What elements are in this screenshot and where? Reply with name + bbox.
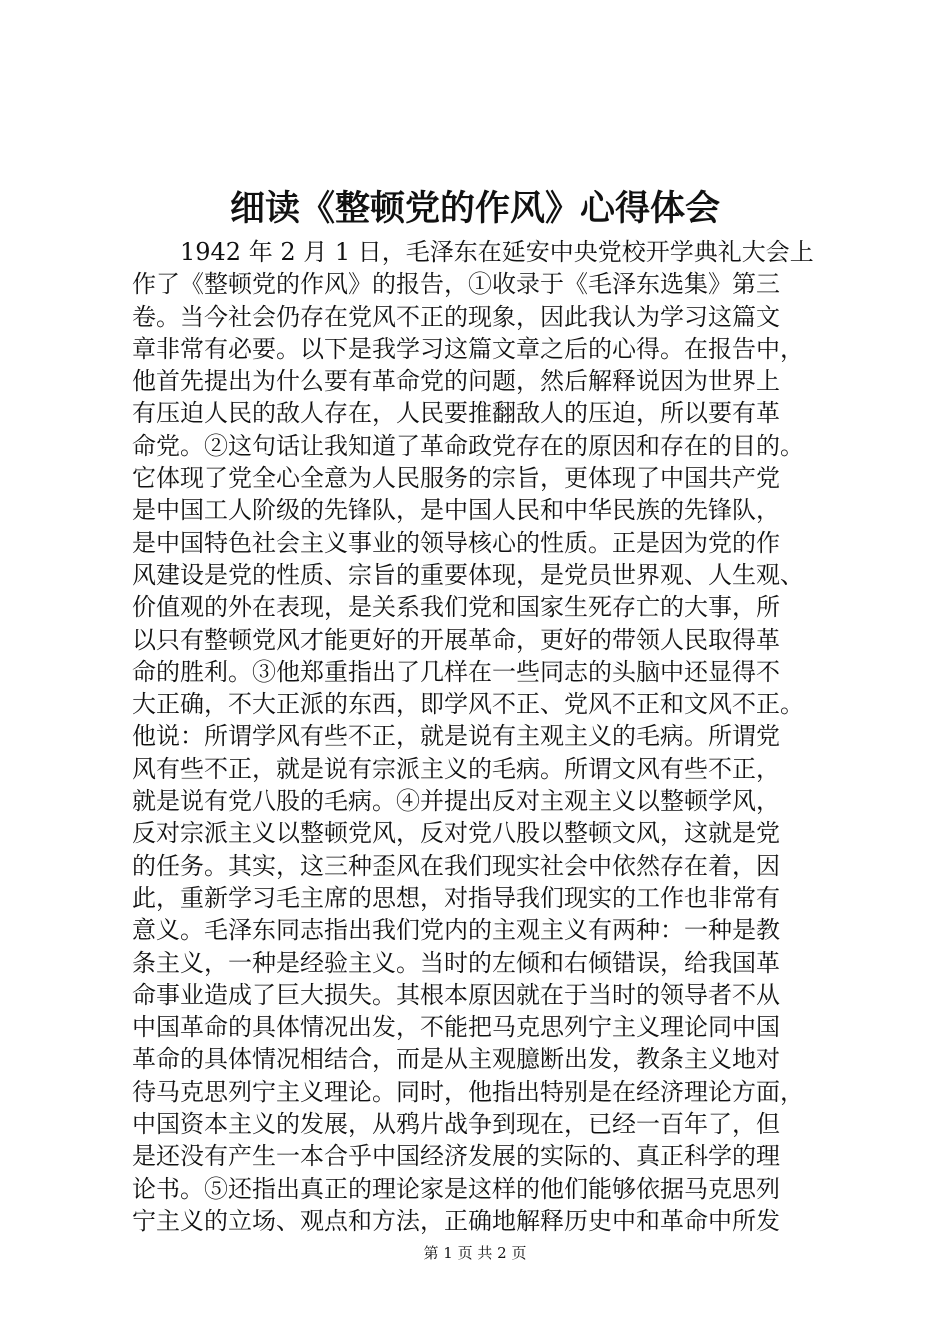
body-line: 价值观的外在表现，是关系我们党和国家生死存亡的大事，所	[132, 593, 780, 622]
body-line: 是中国工人阶级的先锋队，是中国人民和中华民族的先锋队，	[132, 496, 780, 525]
body-line: 他说：所谓学风有些不正，就是说有主观主义的毛病。所谓党	[132, 722, 780, 751]
body-line: 有压迫人民的敌人存在，人民要推翻敌人的压迫，所以要有革	[132, 399, 780, 428]
body-line: 风建设是党的性质、宗旨的重要体现，是党员世界观、人生观、	[132, 560, 804, 589]
body-line: 中国革命的具体情况出发，不能把马克思列宁主义理论同中国	[132, 1013, 780, 1042]
body-line: 宁主义的立场、观点和方法，正确地解释历史中和革命中所发	[132, 1206, 780, 1235]
body-line: 论书。⑤还指出真正的理论家是这样的他们能够依据马克思列	[132, 1174, 780, 1203]
page-footer: 第 1 页 共 2 页	[423, 1244, 527, 1262]
body-line: 是中国特色社会主义事业的领导核心的性质。正是因为党的作	[132, 528, 780, 557]
body-line: 命的胜利。③他郑重指出了几样在一些同志的头脑中还显得不	[132, 657, 780, 686]
body-line: 命事业造成了巨大损失。其根本原因就在于当时的领导者不从	[132, 980, 780, 1009]
body-line: 中国资本主义的发展，从鸦片战争到现在，已经一百年了，但	[132, 1110, 780, 1139]
body-line: 的任务。其实，这三种歪风在我们现实社会中依然存在着，因	[132, 851, 780, 880]
document-title: 细读《整顿党的作风》心得体会	[229, 188, 720, 229]
body-line: 它体现了党全心全意为人民服务的宗旨，更体现了中国共产党	[132, 464, 780, 493]
body-line: 风有些不正，就是说有宗派主义的毛病。所谓文风有些不正，	[132, 754, 780, 783]
body-line: 待马克思列宁主义理论。同时，他指出特别是在经济理论方面，	[132, 1077, 804, 1106]
body-line: 章非常有必要。以下是我学习这篇文章之后的心得。在报告中，	[132, 334, 804, 363]
body-line: 作了《整顿党的作风》的报告，①收录于《毛泽东选集》第三	[132, 270, 780, 299]
body-line: 革命的具体情况相结合，而是从主观臆断出发，教条主义地对	[132, 1045, 780, 1074]
body-line: 以只有整顿党风才能更好的开展革命，更好的带领人民取得革	[132, 625, 780, 654]
body-line: 是还没有产生一本合乎中国经济发展的实际的、真正科学的理	[132, 1142, 780, 1171]
body-line: 他首先提出为什么要有革命党的问题，然后解释说因为世界上	[132, 367, 780, 396]
body-line: 就是说有党八股的毛病。④并提出反对主观主义以整顿学风，	[132, 787, 780, 816]
document-body	[132, 236, 822, 1237]
body-line: 此，重新学习毛主席的思想，对指导我们现实的工作也非常有	[132, 883, 780, 912]
body-line: 1942 年 2 月 1 日，毛泽东在延安中央党校开学典礼大会上	[180, 238, 814, 266]
body-line: 卷。当今社会仍存在党风不正的现象，因此我认为学习这篇文	[132, 302, 780, 331]
body-line: 意义。毛泽东同志指出我们党内的主观主义有两种：一种是教	[132, 916, 780, 945]
body-line: 大正确，不大正派的东西，即学风不正、党风不正和文风不正。	[132, 690, 804, 719]
body-line: 条主义，一种是经验主义。当时的左倾和右倾错误，给我国革	[132, 948, 780, 977]
body-line: 反对宗派主义以整顿党风，反对党八股以整顿文风，这就是党	[132, 819, 780, 848]
body-line: 命党。②这句话让我知道了革命政党存在的原因和存在的目的。	[132, 431, 804, 460]
